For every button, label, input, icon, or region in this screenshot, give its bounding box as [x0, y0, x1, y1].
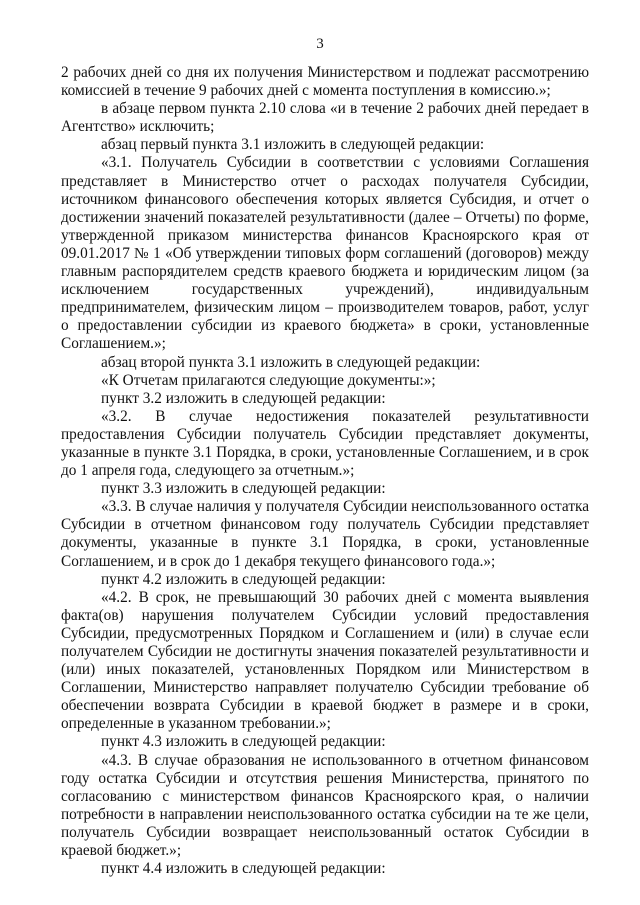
paragraph: абзац второй пункта 3.1 изложить в следующей редакции:: [101, 353, 481, 371]
paragraph: «4.3. В случае образования не использованного в отчетном финансовом году остатка Субсидии и отсутствия решения Министерства, принятого по согласованию с министерством финансов Красноярского края, о наличии потребности в направлении неиспользованного остатка субсидии на те же цели, получатель Субсидии возвращает неиспользованный остаток Субсидии в краевой бюджет.»;: [61, 751, 589, 860]
paragraph: «3.2. В случае недостижения показателей результативности предоставления Субсидии получатель Субсидии представляет документы, указанные в пункте 3.1 Порядка, в сроки, установленные Соглашением, и в срок до 1 апреля года, следующего за отчетным.»;: [61, 407, 589, 480]
paragraph: пункт 4.2 изложить в следующей редакции:: [101, 570, 386, 588]
paragraph: пункт 4.3 изложить в следующей редакции:: [101, 733, 386, 751]
paragraph: пункт 3.2 изложить в следующей редакции:: [101, 389, 386, 407]
paragraph: «3.3. В случае наличия у получателя Субсидии неиспользованного остатка Субсидии в отчетном финансовом году получатель Субсидии представляет документы, указанные в пункте 3.1 Порядка, в сроки, установленные Соглашением, и в срок до 1 декабря текущего финансового года.»;: [61, 498, 589, 570]
paragraph: «К Отчетам прилагаются следующие документы:»;: [101, 371, 436, 389]
paragraph: в абзаце первом пункта 2.10 слова «и в течение 2 рабочих дней передает в Агентство» исключить;: [61, 100, 589, 136]
paragraph: абзац первый пункта 3.1 изложить в следующей редакции:: [101, 136, 485, 154]
paragraph: 2 рабочих дней со дня их получения Министерством и подлежат рассмотрению комиссией в течение 9 рабочих дней с момента поступления в комиссию.»;: [61, 64, 589, 100]
document-body: [61, 64, 589, 878]
paragraph: пункт 3.3 изложить в следующей редакции:: [101, 480, 386, 498]
paragraph: «3.1. Получатель Субсидии в соответствии с условиями Соглашения представляет в Министерство отчет о расходах получателя Субсидии, источником финансового обеспечения которых является Субсидия, и отчет о достижении значений показателей результативности (далее – Отчеты) по форме, утвержденной приказом министерства финансов Красноярского края от 09.01.2017 № 1 «Об утверждении типовых форм соглашений (договоров) между главным распорядителем средств краевого бюджета и юридическим лицом (за исключением государственных учреждений), индивидуальным предпринимателем, физическим лицом – производителем товаров, работ, услуг о предоставлении субсидии из краевого бюджета» в сроки, установленные Соглашением.»;: [61, 154, 589, 353]
page-number: 3: [316, 36, 324, 52]
paragraph: пункт 4.4 изложить в следующей редакции:: [101, 860, 386, 878]
paragraph: «4.2. В срок, не превышающий 30 рабочих дней с момента выявления факта(ов) нарушения получателем Субсидии условий предоставления Субсидии, предусмотренных Порядком и Соглашением и (или) в случае если получателем Субсидии не достигнуты значения показателей результативности и (или) иных показателей, установленных Порядком или Министерством в Соглашении, Министерство направляет получателю Субсидии требование об обеспечении возврата Субсидии в краевой бюджет в размере и в сроки, определенные в указанном требовании.»;: [61, 588, 589, 733]
